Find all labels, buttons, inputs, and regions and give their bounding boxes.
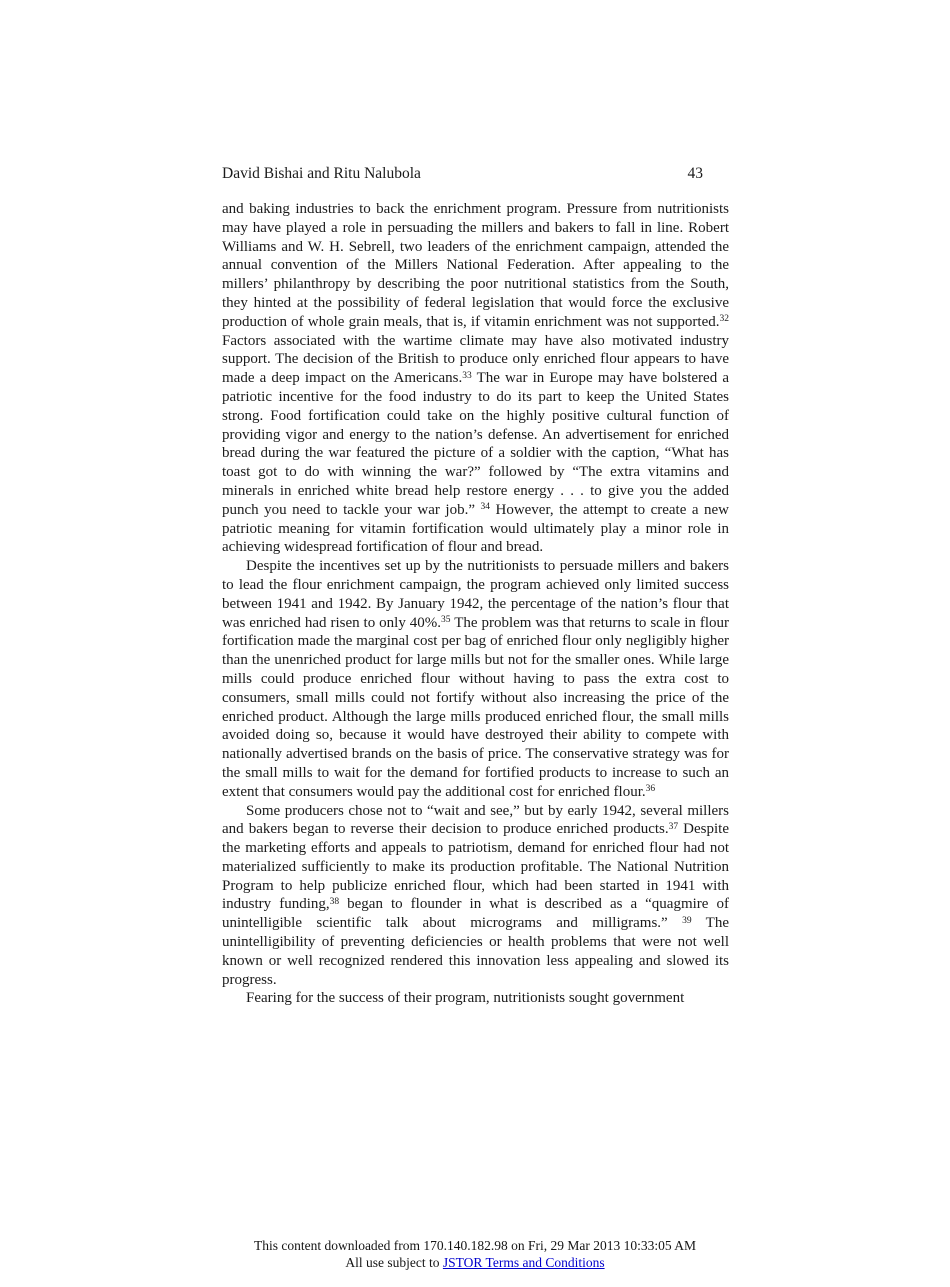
usage-statement-prefix: All use subject to [345,1254,443,1270]
footnote-ref: 36 [645,784,656,795]
running-head-authors: David Bishai and Ritu Nalubola [222,165,421,182]
running-header [222,164,729,183]
page-footer [0,1238,950,1271]
article-body [222,200,729,1008]
footnote-ref: 35 [441,614,451,625]
paragraph: Despite the incentives set up by the nutritionists to persuade millers and bakers to lead the flour enrichment campaign, the program achieved only limited success between 1941 and 1942. By January 1942, the percentage of the nation’s flour that was enriched had risen to only 40%.$^{35}$ The problem was that returns to scale in flour fortification made the marginal cost per bag of enriched flour only negligibly higher than the unenriched product for large mills but not for the smaller ones. While large mills could produce enriched flour without having to pass the extra cost to consumers, small mills could not fortify without also increasing the price of the enriched product. Although the large mills produced enriched flour, the small mills avoided doing so, because it would have destroyed their ability to compete with nationally advertised brands on the basis of price. The conservative strategy was for the small mills to wait for the demand for fortified products to increase to such an extent that consumers would pay the additional cost for enriched flour.$^{36}$ [222,558,730,800]
jstor-terms-link[interactable]: JSTOR Terms and Conditions [442,1254,605,1270]
footnote-ref: 32 [719,314,729,325]
paragraph: Some producers chose not to “wait and see,” but by early 1942, several millers and bakers began to reverse their decision to produce enriched products.$^{37}$ Despite the marketing efforts and appeals to patriotism, demand for enriched flour had not materialized sufficiently to make its production profitable. The National Nutrition Program to help publicize enriched flour, which had been started in 1941 with industry funding,$^{38}$ began to flounder in what is described as a “quagmire of unintelligible scientific talk about micrograms and milligrams.” $^{39}$ The unintelligibility of preventing deficiencies or health problems that were not well known or well recognized rendered this innovation less appealing and slowed its progress. [222,802,729,988]
footnote-ref: 34 [480,502,490,513]
footnote-ref: 38 [329,896,340,907]
usage-statement [0,1255,950,1272]
paragraph: Fearing for the success of their program, nutritionists sought government [246,990,685,1007]
footnote-ref: 33 [462,370,472,381]
page-number: 43 [687,165,703,182]
paragraph: and baking industries to back the enrichment program. Pressure from nutritionists may have played a role in persuading the millers and bakers to fall in line. Robert Williams and W. H. Sebrell, two leaders of the enrichment campaign, attended the annual convention of the Millers National Federation. After appealing to the millers’ philanthropy by describing the poor nutritional statistics from the South, they hinted at the possibility of federal legislation that would force the exclusive production of whole grain meals, that is, if vitamin enrichment was not supported.$^{32}$ Factors associated with the wartime climate may have also motivated industry support. The decision of the British to produce only enriched flour appears to have made a deep impact on the Americans.$^{33}$ The war in Europe may have bolstered a patriotic incentive for the food industry to do its part to keep the United States strong. Food fortification could take on the highly positive cultural function of providing vigor and energy to the nation’s defense. An advertisement for enriched bread during the war featured the picture of a soldier with the caption, “What has toast got to do with winning the war?” followed by “The extra vitamins and minerals in enriched white bread help restore energy . . . to give you the added punch you need to tackle your war job.” $^{34}$ However, the attempt to create a new patriotic meaning for vitamin fortification would ultimately play a minor role in achieving widespread fortification of flour and bread. [222,201,729,556]
download-statement: This content downloaded from 170.140.182.98 on Fri, 29 Mar 2013 10:33:05 AM [253,1238,697,1253]
footnote-ref: 39 [682,915,692,926]
footnote-ref: 37 [668,821,679,832]
